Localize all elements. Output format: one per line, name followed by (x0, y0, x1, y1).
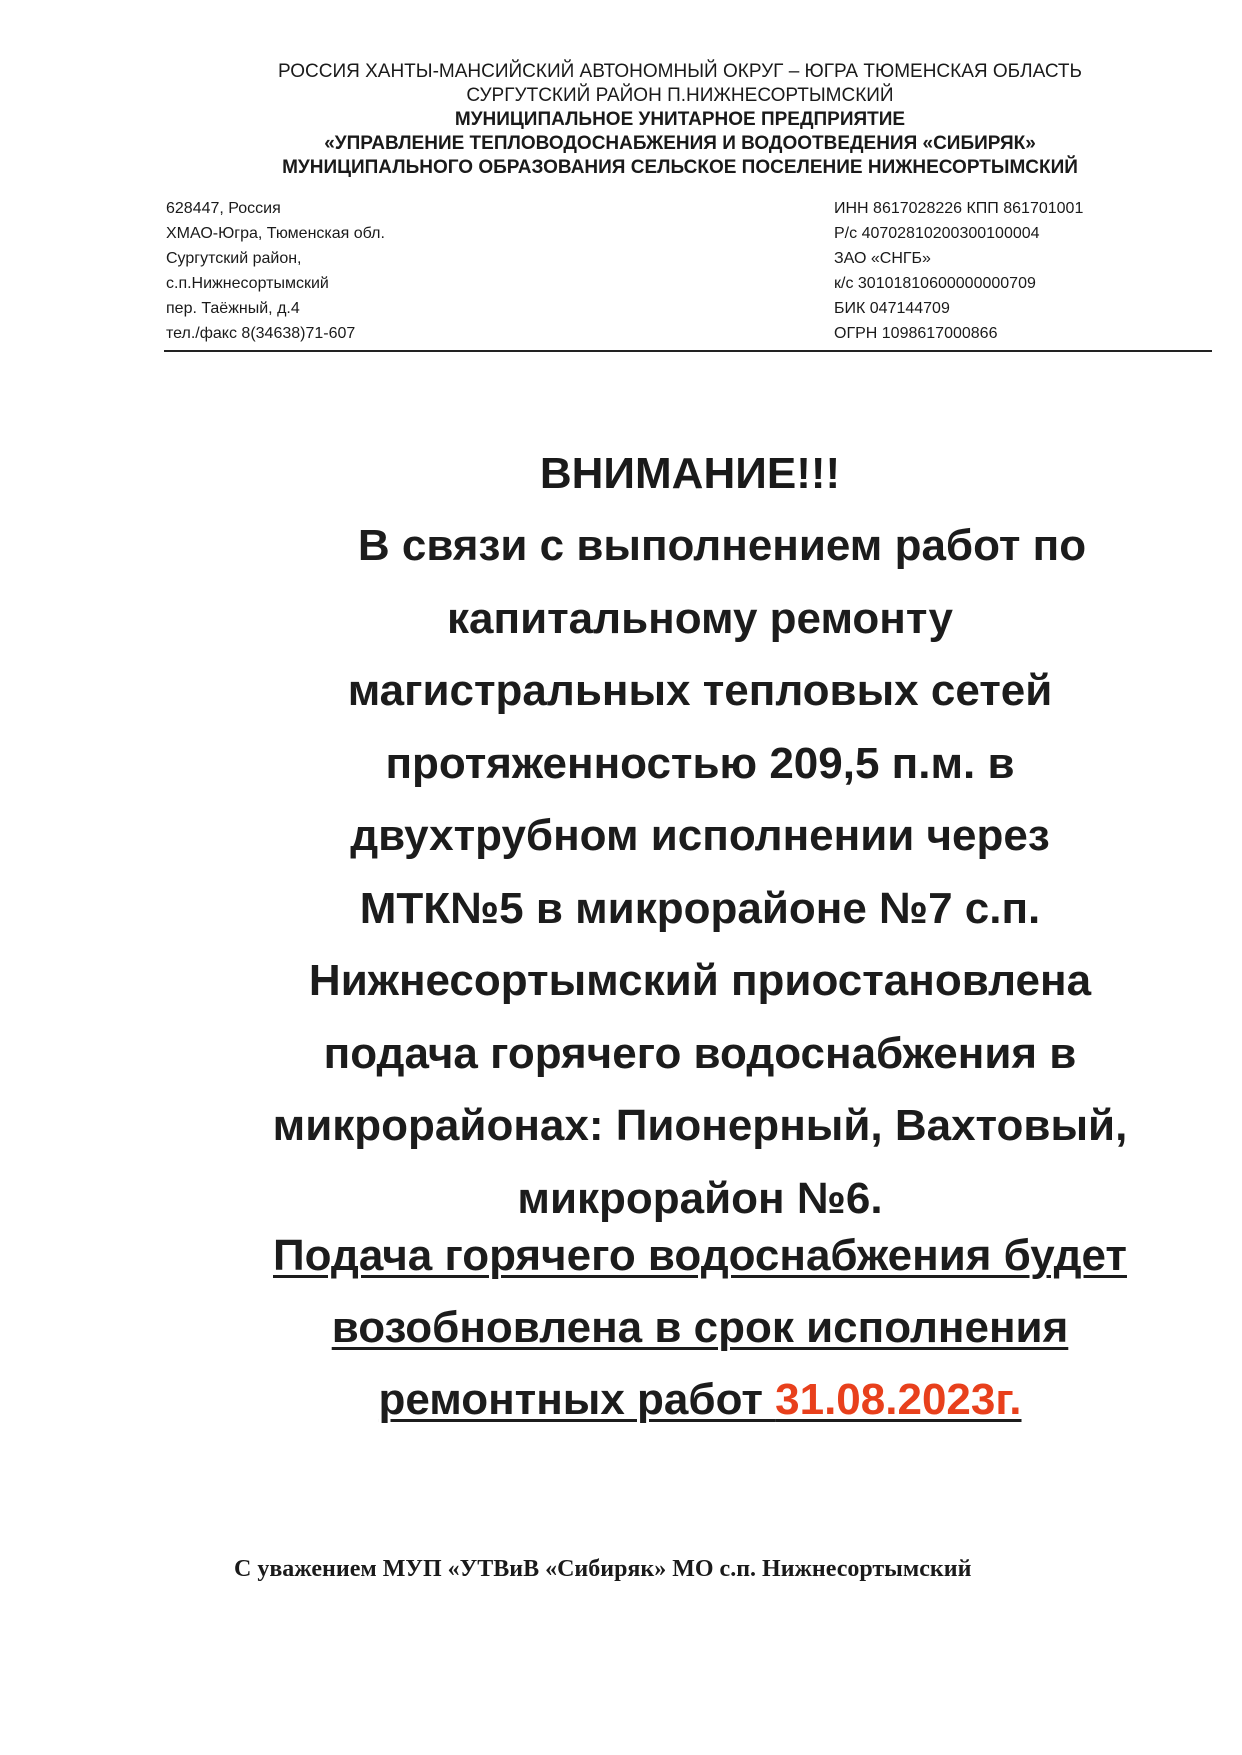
letterhead-enterprise-name: «УПРАВЛЕНИЕ ТЕПЛОВОДОСНАБЖЕНИЯ И ВОДООТВЕДЕНИЯ «СИБИРЯК» (324, 133, 1036, 154)
letterhead-municipality: МУНИЦИПАЛЬНОГО ОБРАЗОВАНИЯ СЕЛЬСКОЕ ПОСЕЛЕНИЕ НИЖНЕСОРТЫМСКИЙ (282, 157, 1078, 178)
resume-line: возобновлена в срок исполнения (331, 1303, 1069, 1352)
requisite-inn-kpp: ИНН 8617028226 КПП 861701001 (834, 200, 1084, 217)
notice-line: Нижнесортымский приостановлена (308, 956, 1092, 1005)
address-region: ХМАО-Югра, Тюменская обл. (166, 225, 385, 242)
requisite-corr-account: к/с 30101810600000000709 (834, 275, 1036, 292)
notice-line: МТК№5 в микрорайоне №7 с.п. (359, 883, 1041, 933)
notice-line: протяженностью 209,5 п.м. в (385, 738, 1015, 788)
notice-line: микрорайон №6. (517, 1173, 883, 1223)
requisite-bank: ЗАО «СНГБ» (834, 250, 931, 267)
notice-line: двухтрубном исполнении через (350, 811, 1050, 860)
letterhead-enterprise-type: МУНИЦИПАЛЬНОЕ УНИТАРНОЕ ПРЕДПРИЯТИЕ (454, 109, 906, 130)
notice-body (150, 510, 1242, 1235)
resume-line: Подача горячего водоснабжения будет (273, 1231, 1127, 1280)
notice-line: подача горячего водоснабжения в (323, 1028, 1077, 1078)
requisite-ogrn: ОГРН 1098617000866 (834, 325, 998, 342)
notice-line: магистральных тепловых сетей (347, 666, 1053, 715)
address-phone: тел./факс 8(34638)71-607 (166, 325, 356, 342)
letterhead-country-line: РОССИЯ ХАНТЫ-МАНСИЙСКИЙ АВТОНОМНЫЙ ОКРУГ – ЮГРА ТЮМЕНСКАЯ ОБЛАСТЬ (277, 61, 1083, 82)
address-settlement: с.п.Нижнесортымский (166, 275, 329, 292)
notice-title: ВНИМАНИЕ!!! (539, 449, 841, 498)
resume-notice (150, 1220, 1242, 1436)
notice-line: микрорайонах: Пионерный, Вахтовый, (272, 1101, 1128, 1150)
letterhead-district-line: СУРГУТСКИЙ РАЙОН П.НИЖНЕСОРТЫМСКИЙ (466, 85, 894, 106)
notice-line: капитальному ремонту (447, 593, 953, 643)
signature: С уважением МУП «УТВиВ «Сибиряк» МО с.п. Нижнесортымский (234, 1556, 972, 1582)
address-street: пер. Таёжный, д.4 (166, 300, 300, 317)
address-block (166, 196, 385, 346)
address-district: Сургутский район, (166, 250, 302, 267)
letterhead-divider (164, 350, 1212, 352)
resume-line-prefix: ремонтных работ (378, 1375, 776, 1424)
notice-line: В связи с выполнением работ по (357, 521, 1087, 570)
requisite-account: Р/с 40702810200300100004 (834, 225, 1040, 242)
resume-date: 31.08.2023г. (775, 1375, 1022, 1424)
letterhead (200, 60, 1160, 180)
requisite-bik: БИК 047144709 (834, 300, 950, 317)
address-postcode: 628447, Россия (166, 200, 281, 217)
requisites-block (834, 196, 1083, 346)
